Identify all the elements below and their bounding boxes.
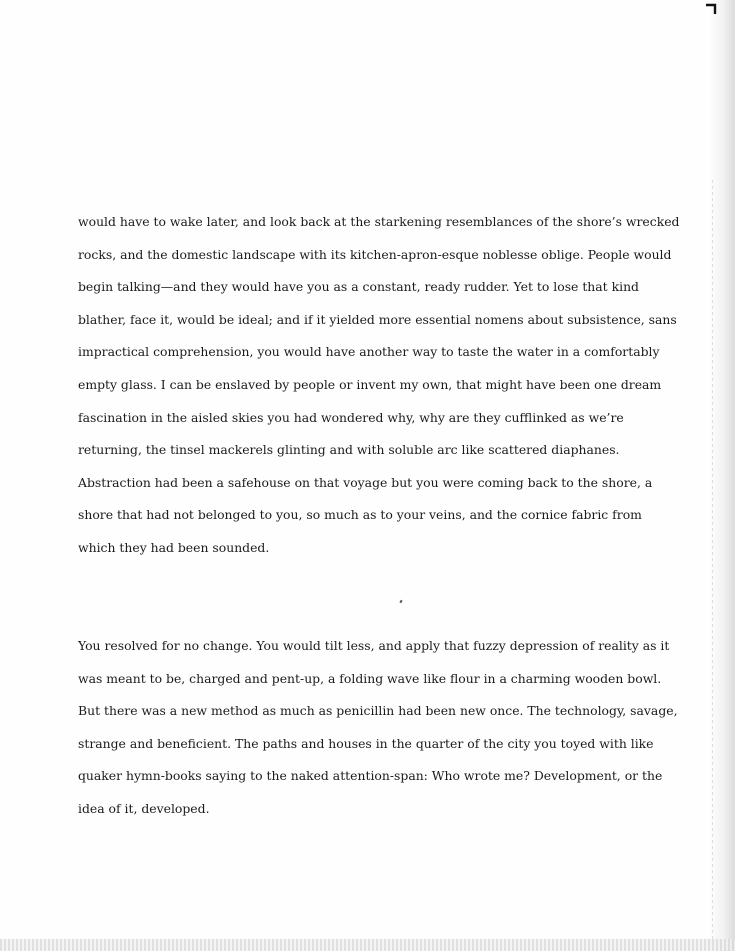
text-line: impractical comprehension, you would have another way to taste the water in a comfortably — [78, 344, 660, 360]
text-line: idea of it, developed. — [78, 800, 210, 816]
text-line: You resolved for no change. You would tilt less, and apply that fuzzy depression of reality as it — [78, 638, 670, 653]
text-line: quaker hymn-books saying to the naked attention-span: Who wrote me? Development, or the — [78, 768, 663, 784]
paragraph-1 — [78, 214, 680, 573]
text-line: would have to wake later, and look back at the starkening resemblances of the shore’s wrecked — [78, 214, 680, 229]
text-line: blather, face it, would be ideal; and if it yielded more essential nomens about subsistence, sans — [78, 311, 677, 327]
text-line: fascination in the aisled skies you had wondered why, why are they cufflinked as we’re — [78, 409, 624, 425]
page-corner-mark-icon — [705, 3, 717, 15]
text-line: rocks, and the domestic landscape with its kitchen-apron-esque noblesse oblige. People would — [78, 246, 672, 262]
text-line: which they had been sounded. — [78, 539, 270, 555]
scan-edge-line — [712, 180, 713, 940]
text-line: returning, the tinsel mackerels glinting and with soluble arc like scattered diaphanes. — [78, 442, 620, 458]
scan-bottom-edge — [0, 939, 735, 951]
text-line: strange and beneficient. The paths and houses in the quarter of the city you toyed with like — [78, 735, 654, 751]
text-line: empty glass. I can be enslaved by people or invent my own, that might have been one dream — [78, 376, 662, 392]
text-line: was meant to be, charged and pent-up, a folding wave like flour in a charming wooden bowl. — [78, 670, 662, 686]
paragraph-2 — [78, 638, 678, 834]
scan-speck — [399, 600, 402, 604]
text-line: Abstraction had been a safehouse on that voyage but you were coming back to the shore, a — [78, 474, 653, 490]
text-line: begin talking—and they would have you as a constant, ready rudder. Yet to lose that kind — [78, 279, 639, 295]
text-line: But there was a new method as much as penicillin had been new once. The technology, savage, — [78, 703, 678, 719]
text-line: shore that had not belonged to you, so much as to your veins, and the cornice fabric from — [78, 507, 642, 523]
